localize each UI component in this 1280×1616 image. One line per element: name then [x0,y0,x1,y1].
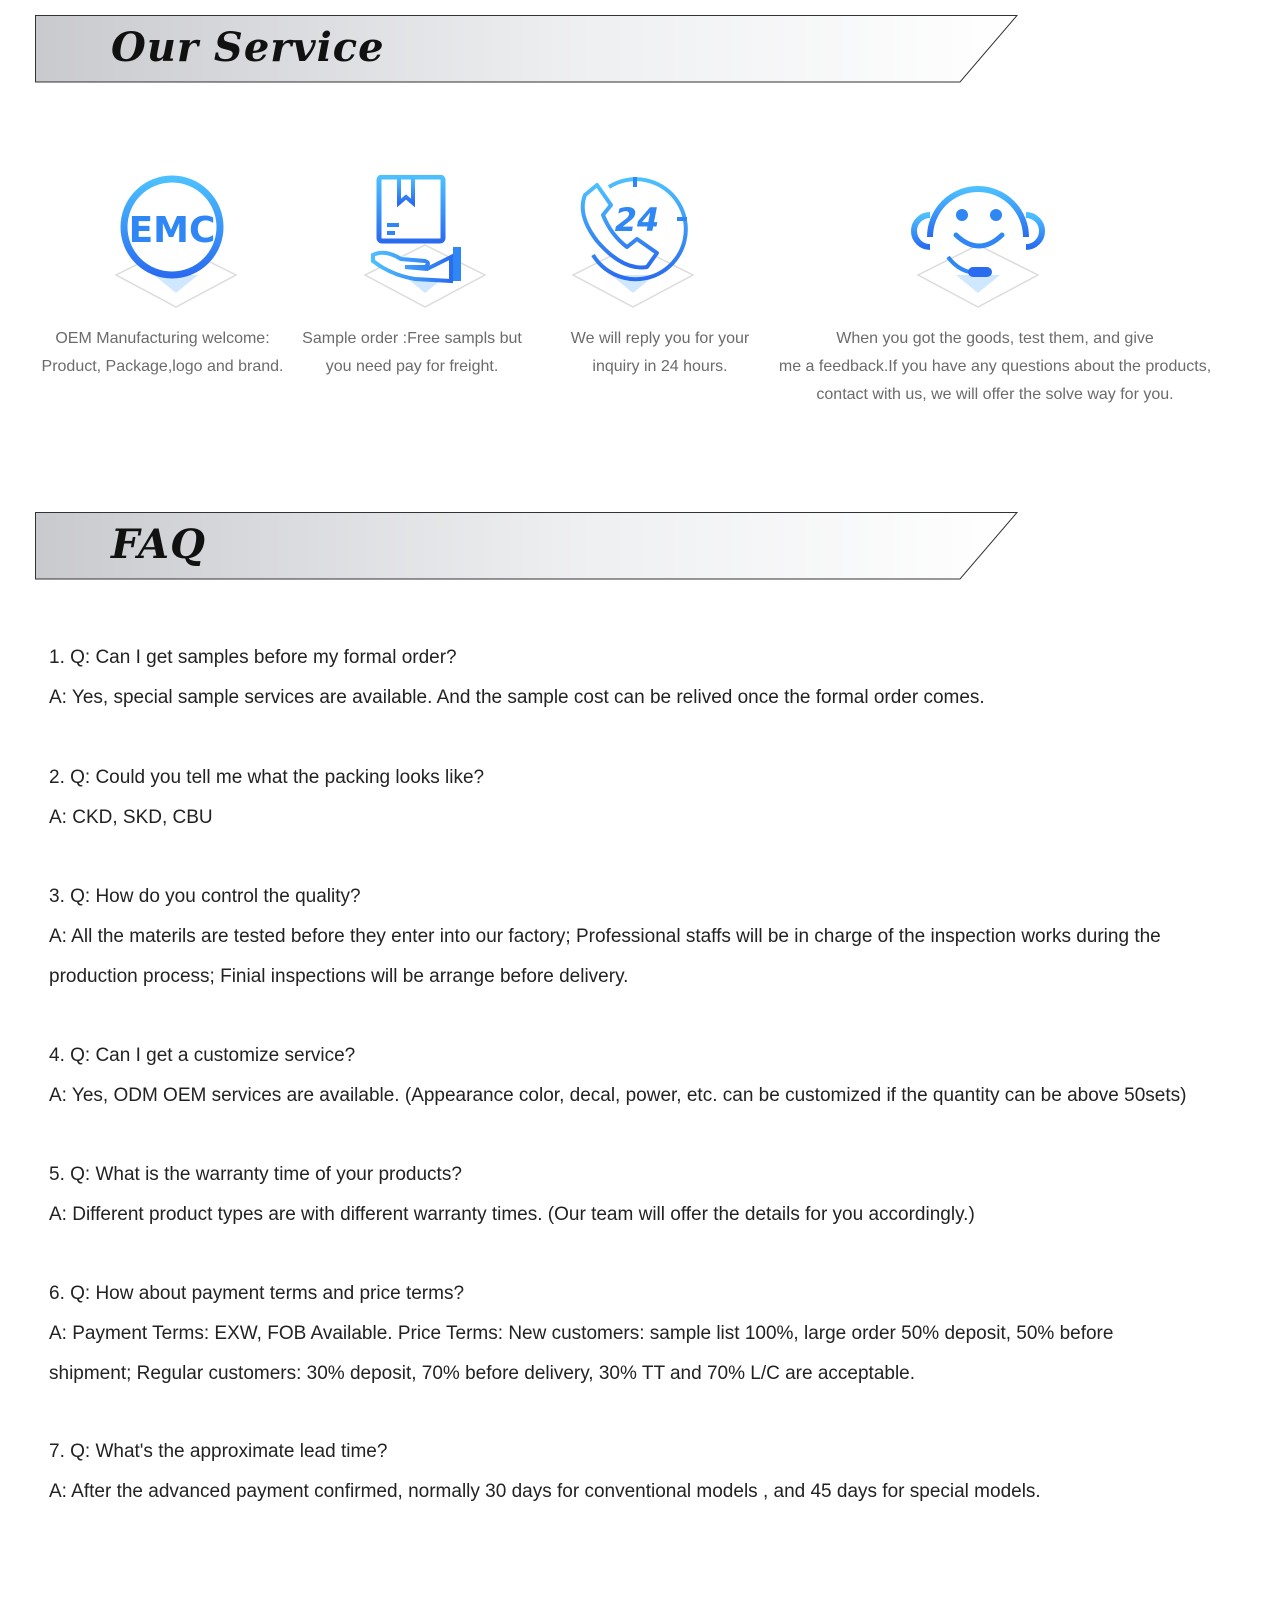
faq-item-6 [49,1274,1249,1394]
svg-text:24: 24 [614,201,660,239]
faq-answer-cont: production process; Finial inspections will be arrange before delivery. [49,966,629,987]
faq-item-1 [49,638,1249,718]
faq-item-2 [49,758,1249,838]
service-caption-feedback: When you got the goods, test them, and give me a feedback.If you have any questions about the products, contact with us, we will offer the solve way for you. [778,330,1212,403]
faq-answer: A: All the materils are tested before they enter into our factory; Professional staffs will be in charge of the inspection works during the [49,926,1161,947]
faq-answer: A: CKD, SKD, CBU [49,807,213,828]
section-title-our-service: Our Service [111,24,385,71]
faq-item-5 [49,1155,1249,1235]
section-title-faq: FAQ [111,521,206,568]
box-hand-icon [355,175,495,320]
faq-item-3 [49,877,1249,997]
faq-answer: A: After the advanced payment confirmed, normally 30 days for conventional models , and 45 days for special models. [49,1481,1041,1502]
faq-question: 4. Q: Can I get a customize service? [49,1045,356,1066]
faq-item-4 [49,1036,1249,1116]
faq-item-7 [49,1432,1249,1512]
faq-answer: A: Payment Terms: EXW, FOB Available. Price Terms: New customers: sample list 100%, large order 50% deposit, 50% before [49,1323,1114,1344]
section-header-faq [35,512,1035,582]
service-list [0,175,1280,425]
faq-answer-cont: shipment; Regular customers: 30% deposit, 70% before delivery, 30% TT and 70% L/C are acceptable. [49,1363,916,1384]
faq-question: 2. Q: Could you tell me what the packing looks like? [49,767,485,788]
service-caption-sample: Sample order :Free sampls but you need pay for freight. [302,330,522,375]
faq-question: 5. Q: What is the warranty time of your products? [49,1164,462,1185]
faq-question: 3. Q: How do you control the quality? [49,886,361,907]
faq-answer: A: Yes, special sample services are available. And the sample cost can be relived once the formal order comes. [49,687,985,708]
emc-icon [106,175,246,320]
service-caption-reply: We will reply you for your inquiry in 24 hours. [570,330,750,375]
faq-question: 6. Q: How about payment terms and price terms? [49,1283,465,1304]
faq-question: 7. Q: What's the approximate lead time? [49,1441,388,1462]
section-header-our-service [35,15,1035,85]
service-caption-oem: OEM Manufacturing welcome: Product, Package,logo and brand. [41,330,284,375]
svg-text:EMC: EMC [128,210,216,251]
faq-answer: A: Different product types are with different warranty times. (Our team will offer the details for you accordingly.) [49,1204,975,1225]
faq-answer: A: Yes, ODM OEM services are available. (Appearance color, decal, power, etc. can be customized if the quantity can be above 50sets) [49,1085,1187,1106]
headset-smiley-icon [908,175,1048,320]
phone-24-icon [563,175,703,320]
faq-question: 1. Q: Can I get samples before my formal order? [49,647,457,668]
